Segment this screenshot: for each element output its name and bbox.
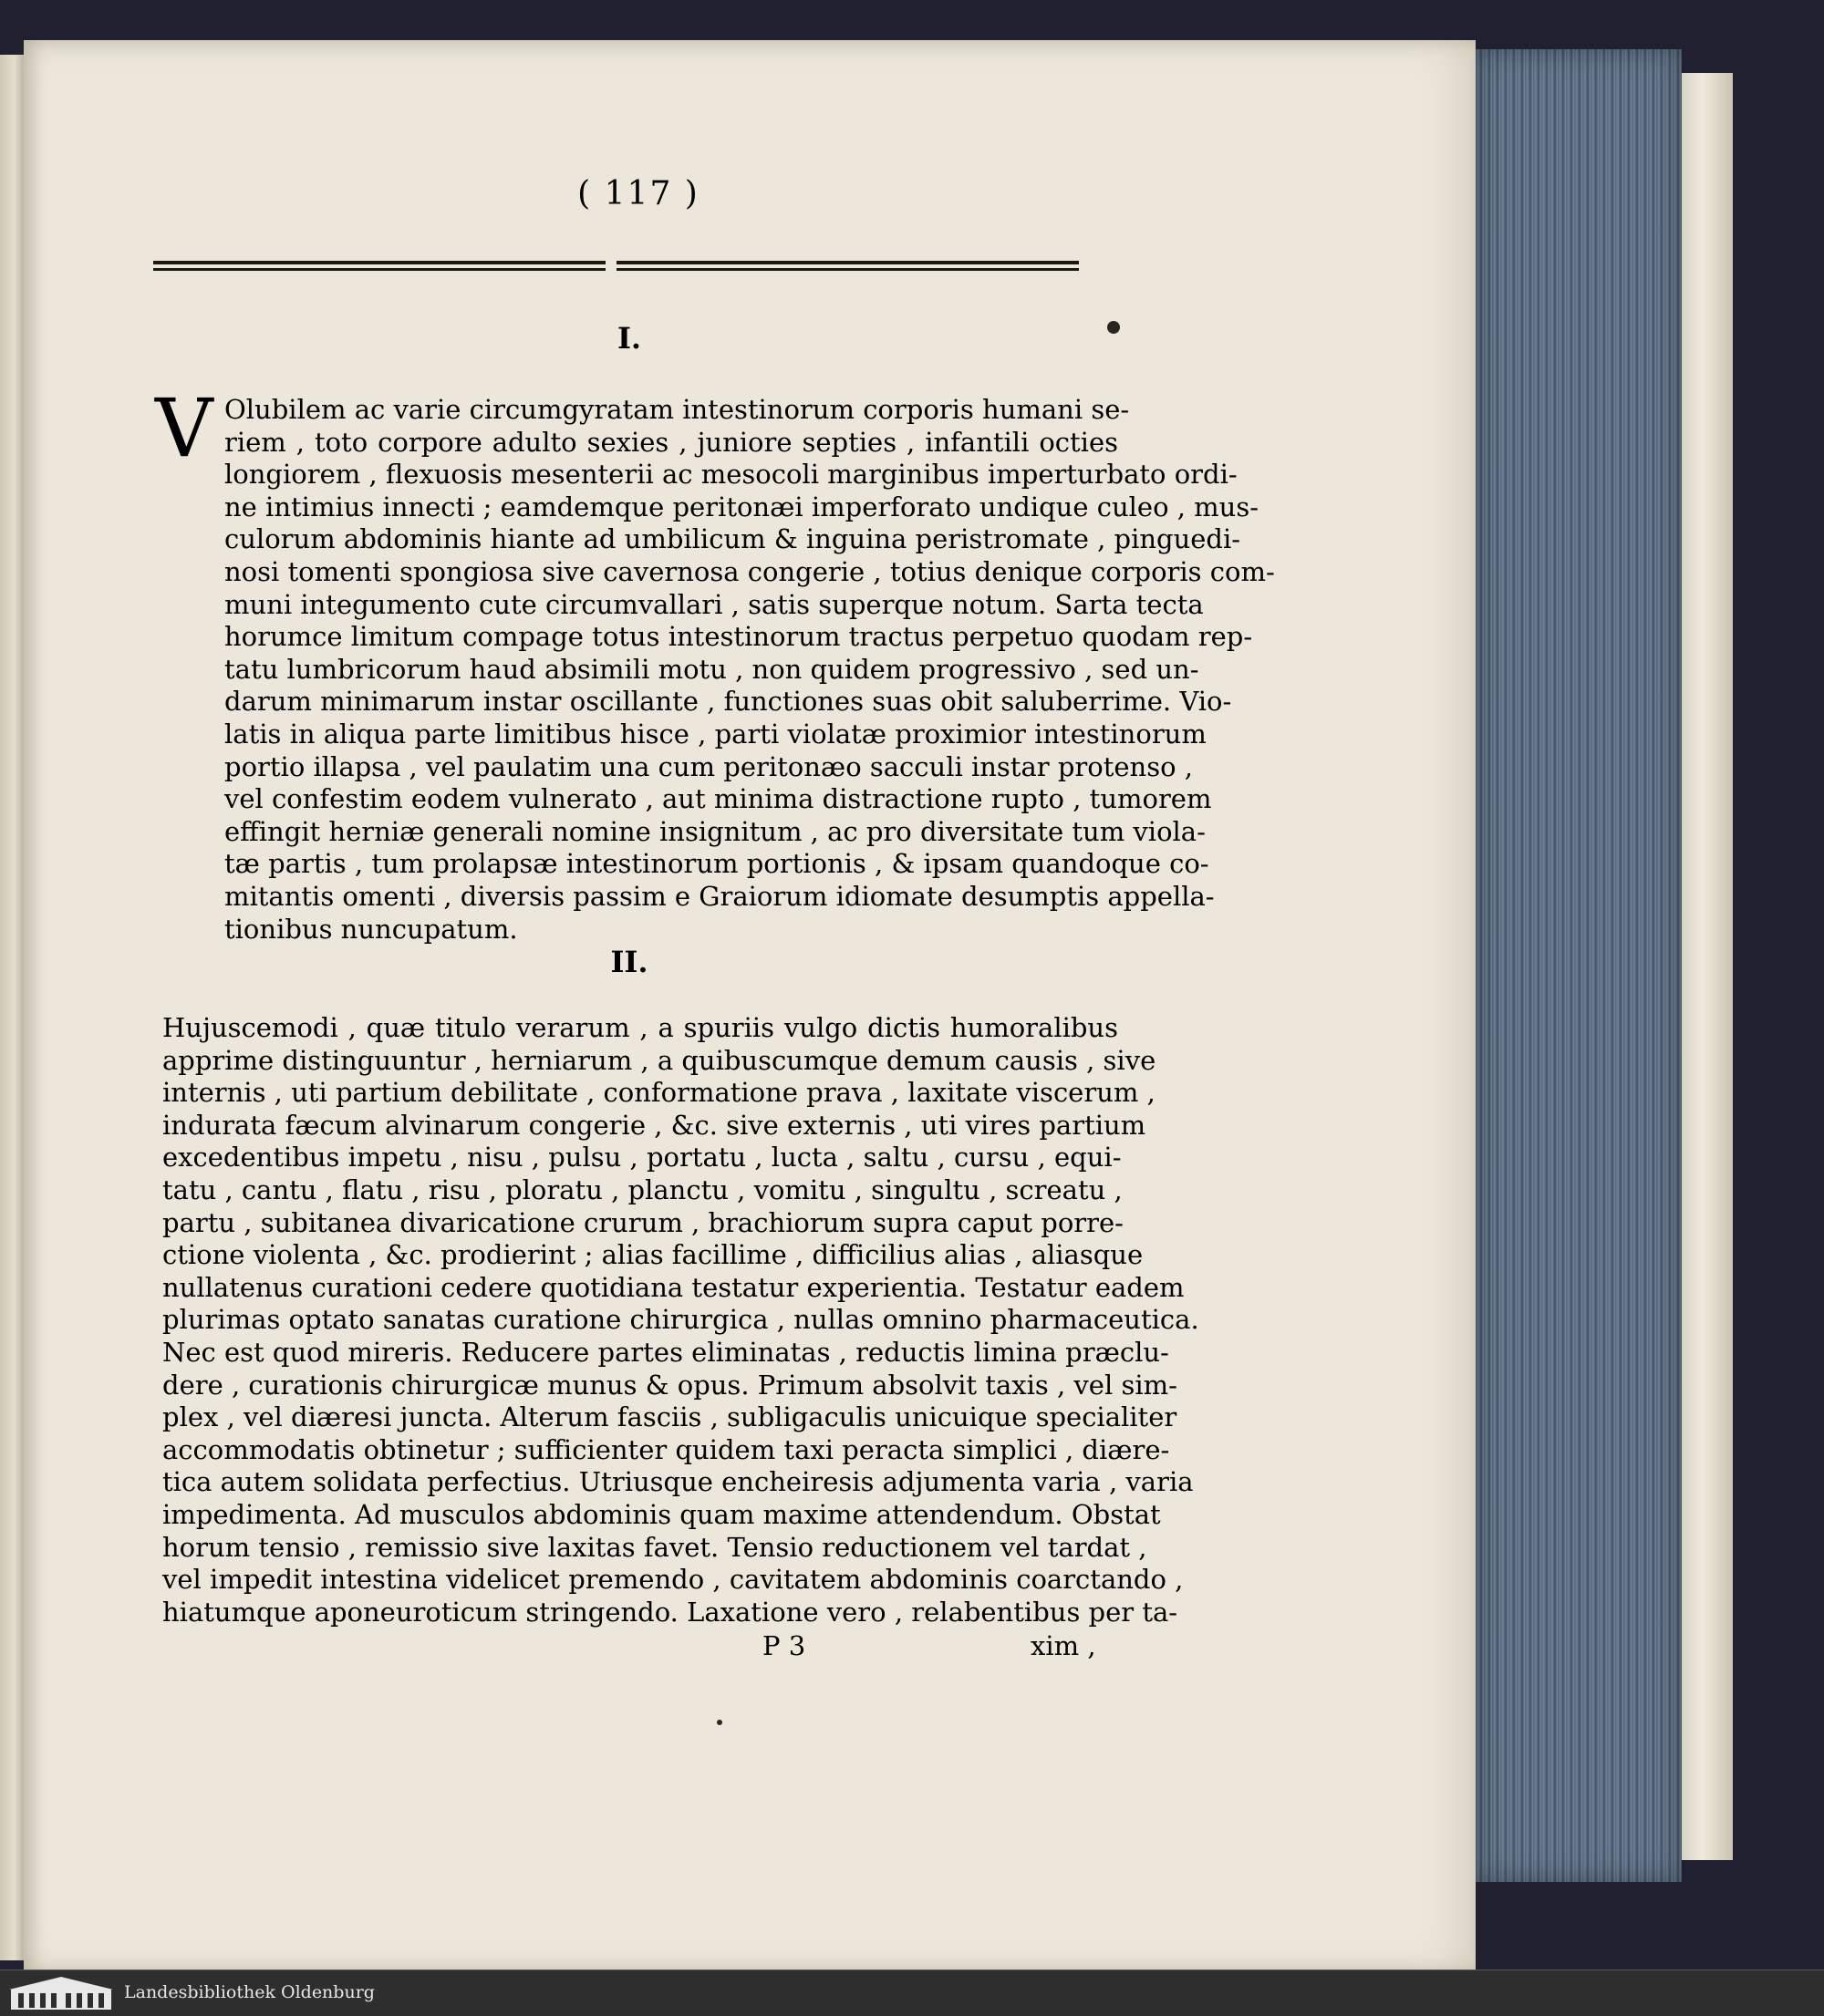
text-line: horumce limitum compage totus intestinorum tractus perpetuo quodam rep- <box>224 621 1253 653</box>
section-heading-1: I. <box>617 321 642 356</box>
text-line: ne intimius innecti ; eamdemque peritonæi imperforato undique culeo , mus- <box>224 491 1259 522</box>
text-line: nullatenus curationi cedere quotidiana testatur experientia. Testatur eadem <box>162 1271 1185 1303</box>
text-line: tæ partis , tum prolapsæ intestinorum portionis , & ipsam quandoque co- <box>224 848 1209 880</box>
text-line: dere , curationis chirurgicæ munus & opus. Primum absolvit taxis , vel sim- <box>162 1369 1177 1401</box>
text-line: vel confestim eodem vulnerato , aut minima distractione rupto , tumorem <box>224 783 1212 815</box>
text-line: horum tensio , remissio sive laxitas favet. Tensio reductionem vel tardat , <box>162 1531 1147 1563</box>
text-line: indurata fæcum alvinarum congerie , &c. sive externis , uti vires partium <box>162 1109 1146 1141</box>
text-line: accommodatis obtinetur ; sufficienter quidem taxi peracta simplici , diære- <box>162 1433 1170 1465</box>
section-1-text <box>224 394 1275 946</box>
drop-cap: V <box>155 381 213 475</box>
ink-spot <box>1107 321 1120 334</box>
text-line: ctione violenta , &c. prodierint ; alias facillime , difficilius alias , aliasque <box>162 1239 1144 1271</box>
text-line: tionibus nuncupatum. <box>224 913 518 945</box>
text-line: apprime distinguuntur , herniarum , a quibuscumque demum causis , sive <box>162 1044 1156 1076</box>
section-heading-2: II. <box>610 945 648 979</box>
text-line: Olubilem ac varie circumgyratam intestinorum corporis humani se- <box>224 394 1130 425</box>
text-line: plex , vel diæresi juncta. Alterum fasciis , subligaculis unicuique specialiter <box>162 1401 1177 1433</box>
text-line: effingit herniæ generali nomine insignitum , ac pro diversitate tum viola- <box>224 815 1206 847</box>
text-line: hiatumque aponeuroticum stringendo. Laxatione vero , relabentibus per ta- <box>162 1596 1178 1628</box>
text-line: darum minimarum instar oscillante , functiones suas obit saluberrime. Vio- <box>224 686 1232 718</box>
text-line: riem , toto corpore adulto sexies , juniore septies , infantili octies <box>224 426 1118 458</box>
left-page-edge <box>0 55 24 1960</box>
text-line: latis in aliqua parte limitibus hisce , parti violatæ proximior intestinorum <box>224 718 1207 750</box>
text-line: plurimas optato sanatas curatione chirurgica , nullas omnino pharmaceutica. <box>162 1304 1199 1336</box>
header-rule <box>153 261 1079 274</box>
text-line: tica autem solidata perfectius. Utriusque encheiresis adjumenta varia , varia <box>162 1466 1194 1498</box>
text-line: internis , uti partium debilitate , conformatione prava , laxitate viscerum , <box>162 1077 1156 1109</box>
text-line: tatu , cantu , flatu , risu , ploratu , planctu , vomitu , singultu , screatu , <box>162 1173 1123 1205</box>
text-line: mitantis omenti , diversis passim e Graiorum idiomate desumptis appella- <box>224 880 1215 912</box>
text-line: excedentibus impetu , nisu , pulsu , portatu , lucta , saltu , cursu , equi- <box>162 1142 1122 1173</box>
text-line: tatu lumbricorum haud absimili motu , non quidem progressivo , sed un- <box>224 653 1199 685</box>
signature-mark: P 3 <box>762 1630 806 1661</box>
page-number: ( 117 ) <box>577 175 700 212</box>
catchword: xim , <box>1031 1630 1096 1661</box>
text-line: longiorem , flexuosis mesenterii ac mesocoli marginibus imperturbato ordi- <box>224 459 1238 491</box>
library-name: Landesbibliothek Oldenburg <box>124 1982 375 2002</box>
text-line: impedimenta. Ad musculos abdominis quam maxime attendendum. Obstat <box>162 1498 1161 1530</box>
back-cover <box>1682 73 1733 1860</box>
ink-speck <box>717 1720 722 1725</box>
book-page <box>24 40 1476 1973</box>
text-line: vel impedit intestina videlicet premendo , cavitatem abdominis coarctando , <box>162 1564 1184 1596</box>
text-line: Nec est quod mireris. Reducere partes eliminatas , reductis limina præclu- <box>162 1336 1169 1368</box>
text-line: muni integumento cute circumvallari , satis superque notum. Sarta tecta <box>224 588 1204 620</box>
text-line: nosi tomenti spongiosa sive cavernosa congerie , totius denique corporis com- <box>224 555 1275 587</box>
text-line: partu , subitanea divaricatione crurum , brachiorum supra caput porre- <box>162 1206 1124 1238</box>
library-logo-icon <box>7 1973 115 2011</box>
page-edges <box>1476 49 1682 1882</box>
text-line: Hujuscemodi , quæ titulo verarum , a spuriis vulgo dictis humoralibus <box>162 1012 1118 1043</box>
section-2-text <box>162 1012 1199 1628</box>
text-line: culorum abdominis hiante ad umbilicum & inguina peristromate , pinguedi- <box>224 523 1241 555</box>
text-line: portio illapsa , vel paulatim una cum peritonæo sacculi instar protenso , <box>224 750 1193 782</box>
